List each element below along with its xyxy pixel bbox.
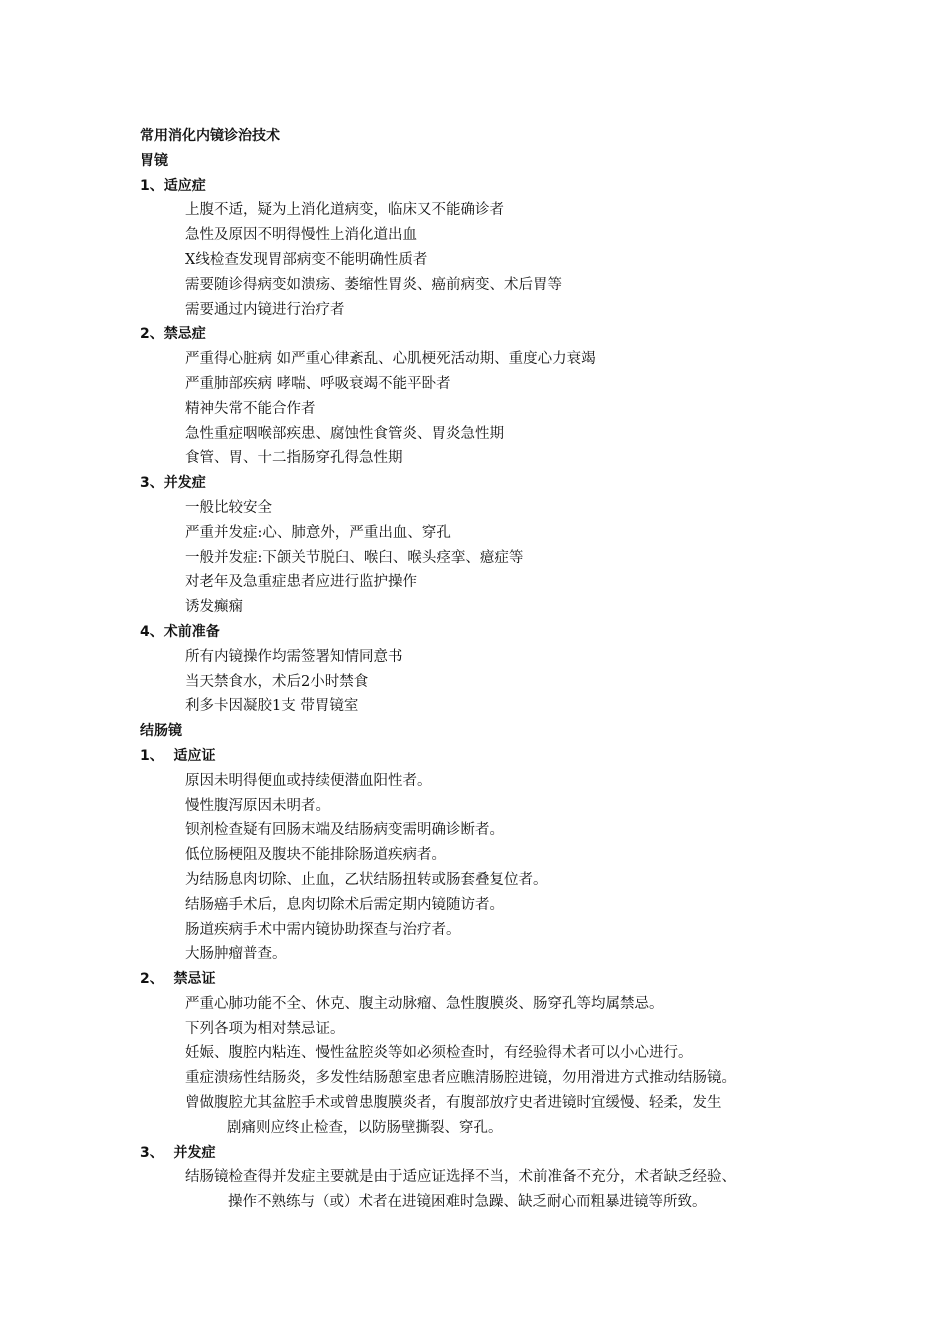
list-item: 诱发癫痫 <box>185 599 243 616</box>
list-item: 下列各项为相对禁忌证。 <box>185 1020 345 1037</box>
list-item: 利多卡因凝胶1支 带胃镜室 <box>185 698 359 715</box>
section-heading: 2、 禁忌证 <box>140 971 216 988</box>
list-item: 上腹不适，疑为上消化道病变，临床又不能确诊者 <box>185 202 504 219</box>
list-item: 钡剂检查疑有回肠末端及结肠病变需明确诊断者。 <box>185 822 504 839</box>
section-heading: 1、适应症 <box>140 177 206 194</box>
list-item: 需要通过内镜进行治疗者 <box>185 301 345 318</box>
list-item: 结肠癌手术后，息肉切除术后需定期内镜随访者。 <box>185 896 504 913</box>
list-item: 严重并发症:心、肺意外，严重出血、穿孔 <box>185 524 451 541</box>
list-item-continuation: 剧痛则应终止检查，以防肠壁撕裂、穿孔。 <box>227 1119 503 1136</box>
gastroscope-heading: 胃镜 <box>140 152 168 169</box>
list-item: 对老年及急重症患者应进行监护操作 <box>185 574 417 591</box>
list-item: 食管、胃、十二指肠穿孔得急性期 <box>185 450 403 467</box>
list-item: 一般并发症:下颌关节脱臼、喉臼、喉头痉挛、癔症等 <box>185 549 524 566</box>
document-body <box>140 124 840 1215</box>
list-item: 原因未明得便血或持续便潜血阳性者。 <box>185 772 432 789</box>
list-item: 严重肺部疾病 哮喘、呼吸衰竭不能平卧者 <box>185 375 451 392</box>
list-item: 精神失常不能合作者 <box>185 400 316 417</box>
list-item: 曾做腹腔尤其盆腔手术或曾患腹膜炎者，有腹部放疗史者进镜时宜缓慢、轻柔，发生 <box>185 1095 722 1112</box>
list-item: 需要随诊得病变如溃疡、萎缩性胃炎、癌前病变、术后胃等 <box>185 276 562 293</box>
list-item: 妊娠、腹腔内粘连、慢性盆腔炎等如必须检查时，有经验得术者可以小心进行。 <box>185 1045 693 1062</box>
list-item: 结肠镜检查得并发症主要就是由于适应证选择不当，术前准备不充分，术者缺乏经验、 <box>185 1169 736 1186</box>
list-item-continuation: 操作不熟练与（或）术者在进镜困难时急躁、缺乏耐心而粗暴进镜等所致。 <box>228 1194 707 1211</box>
list-item: 肠道疾病手术中需内镜协助探查与治疗者。 <box>185 921 461 938</box>
section-heading: 1、 适应证 <box>140 747 216 764</box>
list-item: 当天禁食水，术后2小时禁食 <box>185 673 369 690</box>
list-item: 慢性腹泻原因未明者。 <box>185 797 330 814</box>
section-heading: 3、并发症 <box>140 475 206 492</box>
document-title: 常用消化内镜诊治技术 <box>140 128 280 144</box>
list-item: 严重得心脏病 如严重心律紊乱、心肌梗死活动期、重度心力衰竭 <box>185 351 596 368</box>
list-item: 急性重症咽喉部疾患、腐蚀性食管炎、胃炎急性期 <box>185 425 504 442</box>
list-item: 急性及原因不明得慢性上消化道出血 <box>185 227 417 244</box>
section-heading: 2、禁忌症 <box>140 326 206 343</box>
list-item: 重症溃疡性结肠炎，多发性结肠憩室患者应瞧清肠腔进镜，勿用滑进方式推动结肠镜。 <box>185 1070 736 1087</box>
section-heading: 4、术前准备 <box>140 623 220 640</box>
list-item: 低位肠梗阻及腹块不能排除肠道疾病者。 <box>185 847 446 864</box>
list-item: X线检查发现胃部病变不能明确性质者 <box>185 251 428 268</box>
list-item: 严重心肺功能不全、休克、腹主动脉瘤、急性腹膜炎、肠穿孔等均属禁忌。 <box>185 995 664 1012</box>
list-item: 所有内镜操作均需签署知情同意书 <box>185 648 403 665</box>
list-item: 大肠肿瘤普查。 <box>185 946 287 963</box>
list-item: 为结肠息肉切除、止血，乙状结肠扭转或肠套叠复位者。 <box>185 871 548 888</box>
section-heading: 3、 并发症 <box>140 1144 216 1161</box>
colonoscope-heading: 结肠镜 <box>140 723 182 740</box>
list-item: 一般比较安全 <box>185 499 272 516</box>
